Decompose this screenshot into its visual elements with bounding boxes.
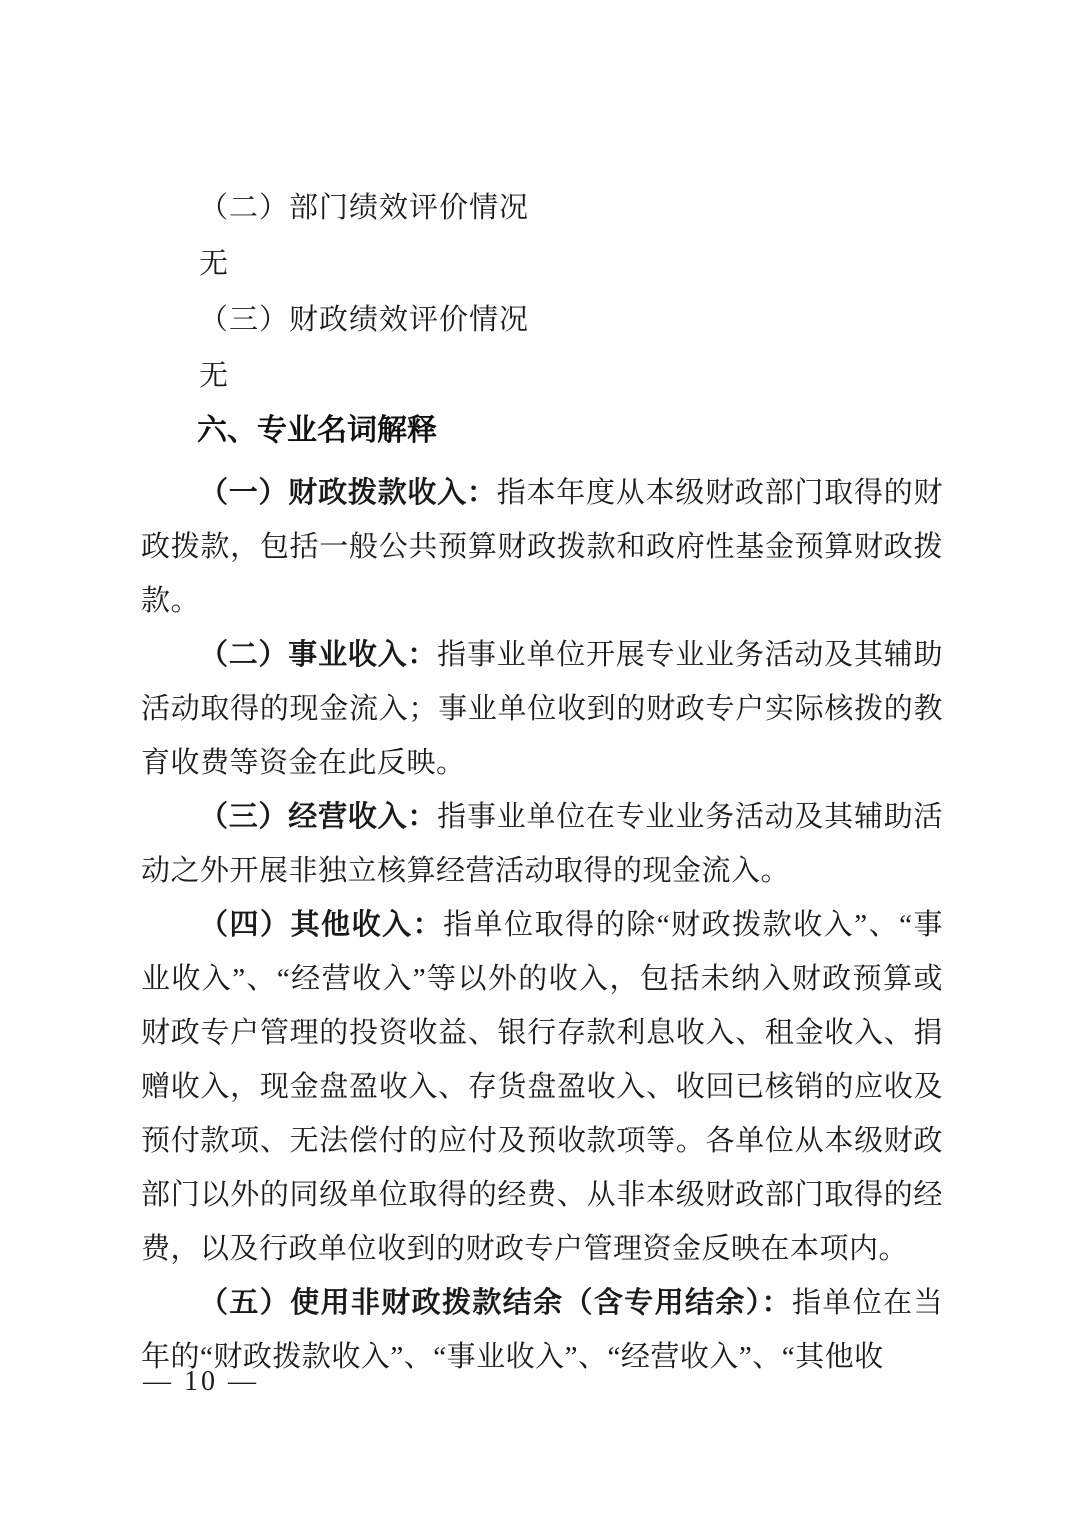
definition-term-fiscal-appropriation-income: （一）财政拨款收入： bbox=[199, 477, 497, 509]
definition-term-operating-income: （三）经营收入： bbox=[199, 801, 438, 833]
definition-term-other-income: （四）其他收入： bbox=[199, 909, 444, 941]
definition-non-fiscal-appropriation-surplus bbox=[141, 1276, 943, 1384]
definition-term-institutional-income: （二）事业收入： bbox=[199, 639, 438, 671]
definition-text-institutional-income: 指事业单位开展专业业务活动及其辅助活动取得的现金流入；事业单位收到的财政专户实际核拨的教育收费等资金在此反映。 bbox=[141, 639, 943, 779]
definition-other-income bbox=[141, 898, 943, 1276]
page-content bbox=[141, 180, 943, 1384]
section-heading-department-performance-evaluation: （二）部门绩效评价情况 bbox=[199, 192, 530, 224]
definition-text-operating-income: 指事业单位在专业业务活动及其辅助活动之外开展非独立核算经营活动取得的现金流入。 bbox=[141, 801, 943, 887]
definition-text-fiscal-appropriation-income: 指本年度从本级财政部门取得的财政拨款，包括一般公共预算财政拨款和政府性基金预算财政拨款。 bbox=[141, 477, 943, 617]
page-number: — 10 — bbox=[143, 1366, 259, 1397]
glossary-section-heading: 六、专业名词解释 bbox=[197, 414, 437, 447]
definition-term-non-fiscal-appropriation-surplus: （五）使用非财政拨款结余（含专用结余）： bbox=[199, 1287, 792, 1319]
section-content-fiscal-performance-evaluation: 无 bbox=[199, 360, 230, 392]
definition-institutional-income bbox=[141, 628, 943, 790]
definition-text-non-fiscal-appropriation-surplus: 指单位在当年的“财政拨款收入”、“事业收入”、“经营收入”、“其他收 bbox=[141, 1287, 943, 1373]
definition-text-other-income: 指单位取得的除“财政拨款收入”、“事业收入”、“经营收入”等以外的收入，包括未纳入财政预算或财政专户管理的投资收益、银行存款利息收入、租金收入、捐赠收入，现金盘盈收入、存货盘盈收入、收回已核销的应收及预付款项、无法偿付的应付及预收款项等。各单位从本级财政部门以外的同级单位取得的经费、从非本级财政部门取得的经费，以及行政单位收到的财政专户管理资金反映在本项内。 bbox=[141, 909, 943, 1265]
definition-operating-income bbox=[141, 790, 943, 898]
section-content-department-performance-evaluation: 无 bbox=[199, 248, 230, 280]
section-heading-fiscal-performance-evaluation: （三）财政绩效评价情况 bbox=[199, 304, 530, 336]
definition-fiscal-appropriation-income bbox=[141, 466, 943, 628]
